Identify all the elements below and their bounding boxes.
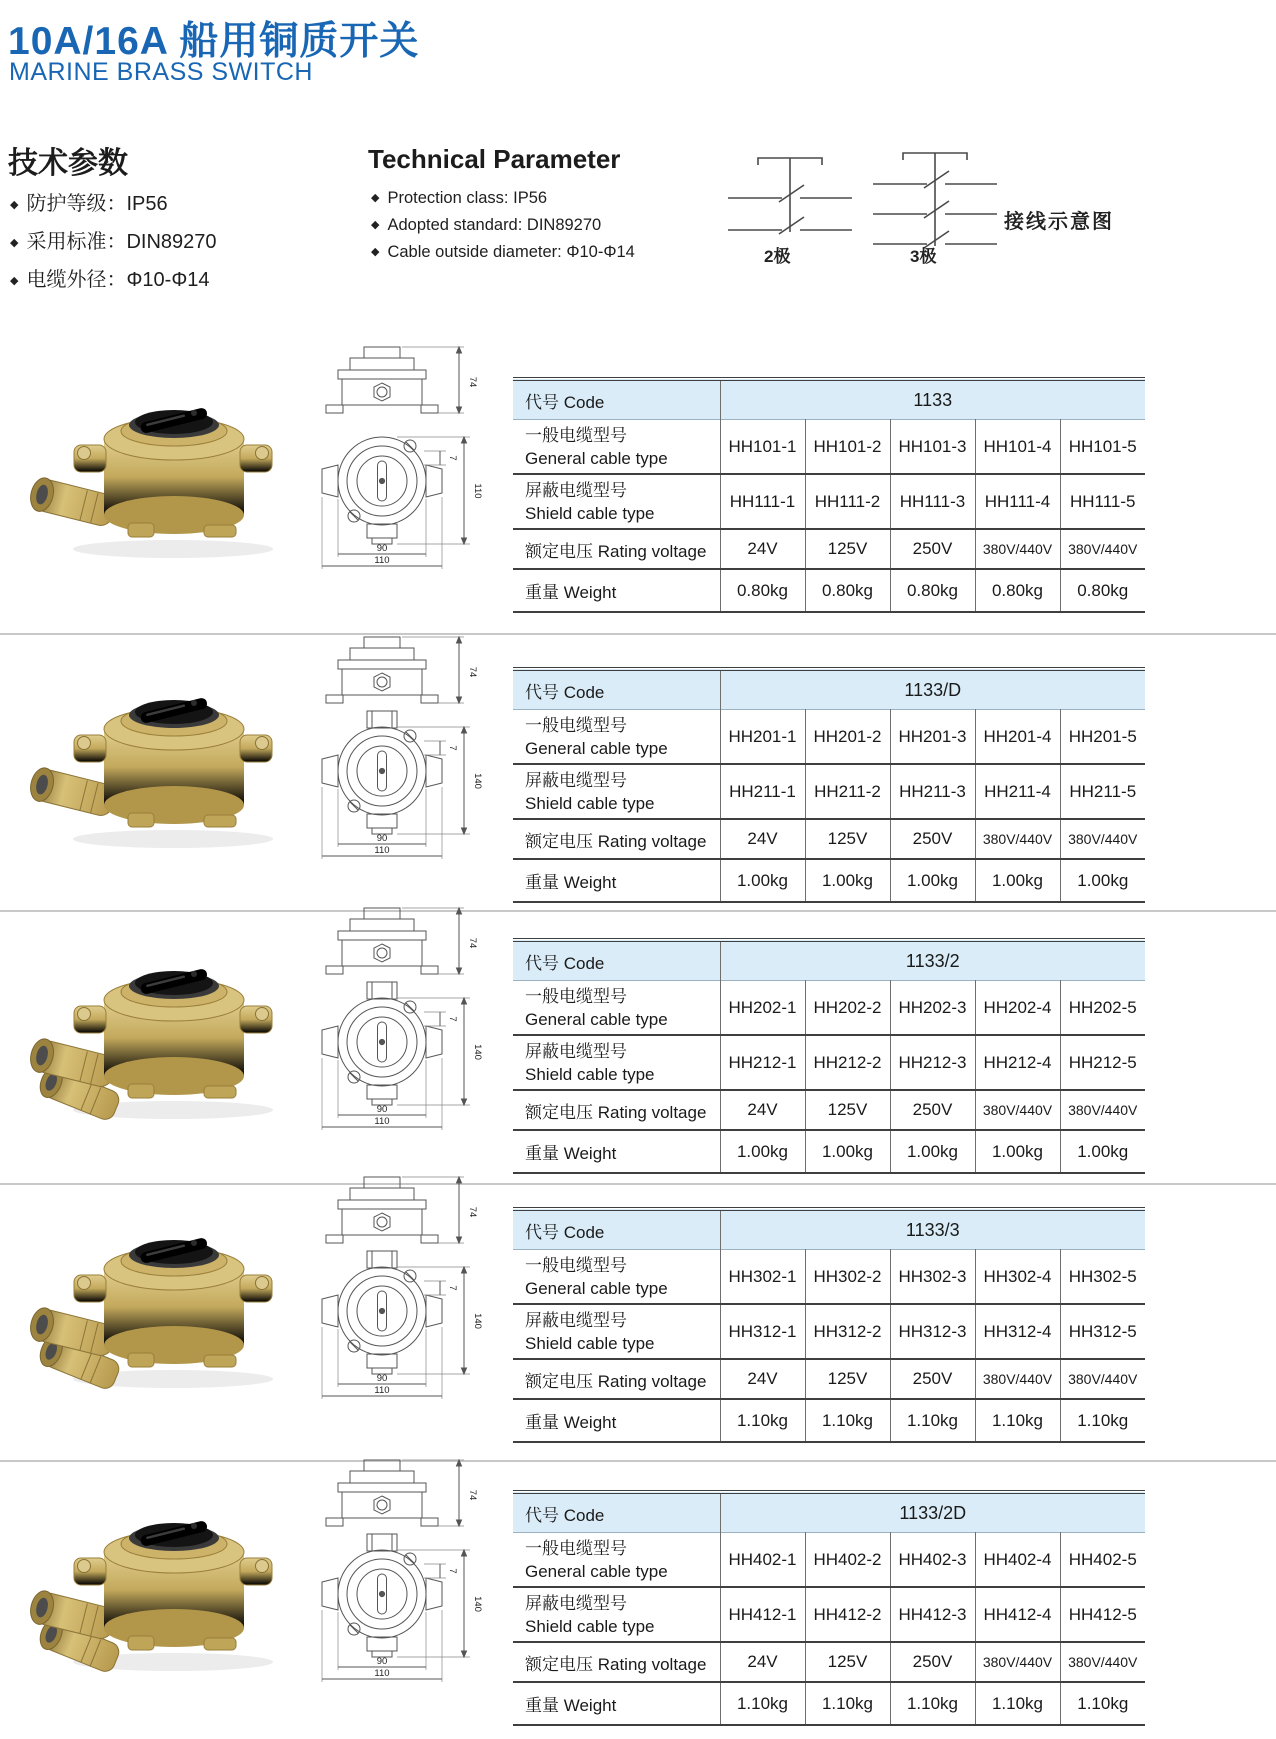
table-row-shield-cable bbox=[513, 1035, 1145, 1090]
weight-value: 1.00kg bbox=[805, 1130, 890, 1173]
voltage-value: 250V bbox=[890, 819, 975, 859]
table-row-rating-voltage bbox=[513, 819, 1145, 859]
label-en: Shield cable type bbox=[525, 1616, 655, 1636]
table-row-weight bbox=[513, 1399, 1145, 1442]
table-row-code bbox=[513, 379, 1145, 420]
label-zh: 屏蔽电缆型号 bbox=[525, 480, 627, 500]
shield-cable-label bbox=[513, 1587, 720, 1642]
spec-table bbox=[513, 377, 1145, 613]
list-item bbox=[371, 239, 635, 266]
voltage-value: 250V bbox=[890, 1359, 975, 1399]
voltage-value: 125V bbox=[805, 819, 890, 859]
general-cable-value: HH402-1 bbox=[720, 1533, 805, 1588]
shield-cable-value: HH211-2 bbox=[805, 764, 890, 819]
svg-text:74: 74 bbox=[467, 666, 478, 678]
weight-value: 1.10kg bbox=[890, 1399, 975, 1442]
tech-params-list-en bbox=[371, 185, 635, 266]
technical-drawing bbox=[300, 1171, 505, 1411]
tech-param-en: Cable outside diameter: Φ10-Φ14 bbox=[387, 243, 635, 261]
table-row-rating-voltage bbox=[513, 1090, 1145, 1130]
code-label: 代号 Code bbox=[525, 392, 605, 412]
label-en: General cable type bbox=[525, 448, 668, 468]
weight-value: 1.10kg bbox=[890, 1682, 975, 1725]
table-row-code bbox=[513, 940, 1145, 981]
product-photo bbox=[28, 1466, 316, 1678]
bullet-diamond-icon: ◆ bbox=[10, 275, 19, 287]
weight-value: 0.80kg bbox=[805, 569, 890, 612]
bullet-diamond-icon: ◆ bbox=[371, 219, 380, 231]
svg-text:7: 7 bbox=[447, 1285, 458, 1291]
general-cable-value: HH201-4 bbox=[975, 710, 1060, 765]
weight-value: 1.00kg bbox=[975, 859, 1060, 902]
list-item bbox=[10, 262, 217, 300]
svg-text:90: 90 bbox=[376, 1373, 388, 1384]
weight-value: 1.00kg bbox=[720, 1130, 805, 1173]
weight-value: 1.10kg bbox=[805, 1399, 890, 1442]
shield-cable-label bbox=[513, 1304, 720, 1359]
voltage-value: 380V/440V bbox=[1060, 529, 1145, 569]
product-photo bbox=[28, 353, 316, 565]
svg-text:110: 110 bbox=[374, 1668, 390, 1679]
table-row-code bbox=[513, 1492, 1145, 1533]
code-value: 1133/3 bbox=[720, 1209, 1145, 1250]
voltage-value: 125V bbox=[805, 1642, 890, 1682]
shield-cable-value: HH312-4 bbox=[975, 1304, 1060, 1359]
wiring-diagram-3pole-icon bbox=[867, 150, 1002, 254]
general-cable-value: HH202-4 bbox=[975, 981, 1060, 1036]
shield-cable-value: HH212-2 bbox=[805, 1035, 890, 1090]
shield-cable-value: HH111-2 bbox=[805, 474, 890, 529]
shield-cable-value: HH111-1 bbox=[720, 474, 805, 529]
voltage-value: 380V/440V bbox=[975, 1359, 1060, 1399]
spec-table bbox=[513, 1207, 1145, 1443]
spec-table bbox=[513, 1490, 1145, 1726]
svg-text:110: 110 bbox=[374, 1385, 390, 1396]
weight-value: 1.00kg bbox=[1060, 1130, 1145, 1173]
code-label: 代号 Code bbox=[525, 682, 605, 702]
table-row-shield-cable bbox=[513, 1304, 1145, 1359]
voltage-value: 380V/440V bbox=[975, 529, 1060, 569]
voltage-value: 380V/440V bbox=[975, 819, 1060, 859]
svg-text:7: 7 bbox=[447, 745, 458, 751]
list-item bbox=[10, 224, 217, 262]
weight-value: 0.80kg bbox=[720, 569, 805, 612]
general-cable-value: HH202-1 bbox=[720, 981, 805, 1036]
list-item bbox=[371, 212, 635, 239]
product-section bbox=[0, 1454, 1276, 1716]
voltage-value: 380V/440V bbox=[975, 1642, 1060, 1682]
weight-value: 0.80kg bbox=[890, 569, 975, 612]
weight-label: 重量 Weight bbox=[525, 1696, 617, 1715]
svg-text:90: 90 bbox=[376, 543, 388, 554]
voltage-value: 24V bbox=[720, 1090, 805, 1130]
label-3pole: 3极 bbox=[910, 247, 937, 266]
weight-value: 1.00kg bbox=[805, 859, 890, 902]
general-cable-value: HH302-4 bbox=[975, 1250, 1060, 1305]
shield-cable-value: HH212-4 bbox=[975, 1035, 1060, 1090]
brass-switch-photo-icon bbox=[28, 353, 316, 565]
voltage-value: 125V bbox=[805, 1359, 890, 1399]
voltage-value: 250V bbox=[890, 529, 975, 569]
table-row-weight bbox=[513, 859, 1145, 902]
bullet-diamond-icon: ◆ bbox=[371, 246, 380, 258]
shield-cable-value: HH111-4 bbox=[975, 474, 1060, 529]
label-zh: 一般电缆型号 bbox=[525, 986, 627, 1006]
voltage-value: 24V bbox=[720, 1359, 805, 1399]
voltage-label: 额定电压 Rating voltage bbox=[525, 541, 707, 561]
general-cable-label bbox=[513, 420, 720, 475]
brass-switch-photo-icon bbox=[28, 1183, 316, 1395]
voltage-value: 125V bbox=[805, 529, 890, 569]
general-cable-value: HH302-2 bbox=[805, 1250, 890, 1305]
product-section bbox=[0, 1171, 1276, 1433]
shield-cable-value: HH312-2 bbox=[805, 1304, 890, 1359]
table-row-general-cable bbox=[513, 1250, 1145, 1305]
table-row-general-cable bbox=[513, 981, 1145, 1036]
label-en: General cable type bbox=[525, 738, 668, 758]
weight-value: 1.10kg bbox=[805, 1682, 890, 1725]
table-row-shield-cable bbox=[513, 1587, 1145, 1642]
code-label: 代号 Code bbox=[525, 953, 605, 973]
table-row-weight bbox=[513, 569, 1145, 612]
shield-cable-value: HH412-3 bbox=[890, 1587, 975, 1642]
technical-drawing bbox=[300, 631, 505, 871]
product-photo bbox=[28, 643, 316, 855]
product-photo bbox=[28, 914, 316, 1126]
shield-cable-label bbox=[513, 474, 720, 529]
label-zh: 屏蔽电缆型号 bbox=[525, 770, 627, 790]
general-cable-label bbox=[513, 1250, 720, 1305]
shield-cable-value: HH111-5 bbox=[1060, 474, 1145, 529]
voltage-value: 380V/440V bbox=[1060, 1642, 1145, 1682]
shield-cable-value: HH412-4 bbox=[975, 1587, 1060, 1642]
general-cable-label bbox=[513, 710, 720, 765]
product-section bbox=[0, 631, 1276, 893]
shield-cable-value: HH211-4 bbox=[975, 764, 1060, 819]
code-value: 1133/2D bbox=[720, 1492, 1145, 1533]
label-zh: 一般电缆型号 bbox=[525, 1538, 627, 1558]
code-value: 1133/D bbox=[720, 669, 1145, 710]
list-item bbox=[10, 186, 217, 224]
svg-text:74: 74 bbox=[467, 937, 478, 949]
table-row-code bbox=[513, 669, 1145, 710]
label-zh: 一般电缆型号 bbox=[525, 715, 627, 735]
general-cable-value: HH202-2 bbox=[805, 981, 890, 1036]
weight-label: 重量 Weight bbox=[525, 1413, 617, 1432]
shield-cable-value: HH312-1 bbox=[720, 1304, 805, 1359]
tech-param-zh: 防护等级：IP56 bbox=[26, 193, 168, 215]
svg-text:140: 140 bbox=[472, 773, 483, 789]
shield-cable-label bbox=[513, 1035, 720, 1090]
brass-switch-photo-icon bbox=[28, 643, 316, 855]
svg-text:90: 90 bbox=[376, 833, 388, 844]
tech-params-heading-en: Technical Parameter bbox=[368, 144, 621, 174]
weight-value: 1.10kg bbox=[1060, 1399, 1145, 1442]
shield-cable-value: HH211-3 bbox=[890, 764, 975, 819]
shield-cable-value: HH111-3 bbox=[890, 474, 975, 529]
svg-text:110: 110 bbox=[374, 845, 390, 856]
shield-cable-value: HH412-2 bbox=[805, 1587, 890, 1642]
shield-cable-value: HH211-5 bbox=[1060, 764, 1145, 819]
svg-text:7: 7 bbox=[447, 1568, 458, 1574]
general-cable-value: HH402-4 bbox=[975, 1533, 1060, 1588]
weight-value: 1.00kg bbox=[720, 859, 805, 902]
label-zh: 屏蔽电缆型号 bbox=[525, 1041, 627, 1061]
voltage-value: 380V/440V bbox=[1060, 1090, 1145, 1130]
label-en: General cable type bbox=[525, 1009, 668, 1029]
label-2pole: 2极 bbox=[764, 247, 791, 266]
general-cable-value: HH101-2 bbox=[805, 420, 890, 475]
voltage-label: 额定电压 Rating voltage bbox=[525, 1654, 707, 1674]
weight-value: 1.00kg bbox=[890, 1130, 975, 1173]
voltage-value: 250V bbox=[890, 1090, 975, 1130]
tech-param-zh: 采用标准：DIN89270 bbox=[26, 231, 217, 253]
voltage-label: 额定电压 Rating voltage bbox=[525, 831, 707, 851]
voltage-label: 额定电压 Rating voltage bbox=[525, 1102, 707, 1122]
label-zh: 一般电缆型号 bbox=[525, 1255, 627, 1275]
shield-cable-value: HH212-5 bbox=[1060, 1035, 1145, 1090]
tech-param-en: Adopted standard: DIN89270 bbox=[387, 216, 602, 234]
general-cable-value: HH202-5 bbox=[1060, 981, 1145, 1036]
table-row-weight bbox=[513, 1682, 1145, 1725]
general-cable-value: HH201-3 bbox=[890, 710, 975, 765]
product-section bbox=[0, 902, 1276, 1164]
technical-drawing bbox=[300, 902, 505, 1142]
tech-params-list-zh bbox=[10, 186, 217, 300]
code-label: 代号 Code bbox=[525, 1505, 605, 1525]
general-cable-value: HH101-4 bbox=[975, 420, 1060, 475]
bullet-diamond-icon: ◆ bbox=[10, 237, 19, 249]
spec-table bbox=[513, 667, 1145, 903]
dimension-drawing-icon bbox=[300, 341, 505, 581]
label-en: Shield cable type bbox=[525, 503, 655, 523]
bullet-diamond-icon: ◆ bbox=[10, 199, 19, 211]
voltage-value: 24V bbox=[720, 819, 805, 859]
svg-text:110: 110 bbox=[472, 483, 483, 499]
label-en: Shield cable type bbox=[525, 1333, 655, 1353]
dimension-drawing-icon bbox=[300, 1454, 505, 1694]
code-value: 1133/2 bbox=[720, 940, 1145, 981]
page-title: 10A/16A 船用铜质开关 bbox=[8, 20, 420, 63]
svg-text:140: 140 bbox=[472, 1596, 483, 1612]
product-photo bbox=[28, 1183, 316, 1395]
svg-text:90: 90 bbox=[376, 1104, 388, 1115]
svg-text:140: 140 bbox=[472, 1044, 483, 1060]
table-row-rating-voltage bbox=[513, 529, 1145, 569]
general-cable-value: HH101-3 bbox=[890, 420, 975, 475]
general-cable-label bbox=[513, 1533, 720, 1588]
voltage-value: 125V bbox=[805, 1090, 890, 1130]
svg-text:74: 74 bbox=[467, 1206, 478, 1218]
wiring-caption: 接线示意图 bbox=[1004, 211, 1114, 233]
svg-text:74: 74 bbox=[467, 376, 478, 388]
svg-text:74: 74 bbox=[467, 1489, 478, 1501]
svg-text:7: 7 bbox=[447, 455, 458, 461]
label-zh: 一般电缆型号 bbox=[525, 425, 627, 445]
voltage-label: 额定电压 Rating voltage bbox=[525, 1371, 707, 1391]
shield-cable-value: HH312-5 bbox=[1060, 1304, 1145, 1359]
general-cable-value: HH302-1 bbox=[720, 1250, 805, 1305]
table-row-weight bbox=[513, 1130, 1145, 1173]
code-value: 1133 bbox=[720, 379, 1145, 420]
table-row-shield-cable bbox=[513, 764, 1145, 819]
shield-cable-label bbox=[513, 764, 720, 819]
weight-value: 1.00kg bbox=[975, 1130, 1060, 1173]
general-cable-value: HH201-5 bbox=[1060, 710, 1145, 765]
weight-label: 重量 Weight bbox=[525, 873, 617, 892]
wiring-schematic bbox=[712, 150, 1182, 270]
weight-value: 1.10kg bbox=[975, 1682, 1060, 1725]
wiring-diagram-2pole-icon bbox=[722, 150, 857, 240]
weight-label: 重量 Weight bbox=[525, 1144, 617, 1163]
svg-text:7: 7 bbox=[447, 1016, 458, 1022]
label-en: General cable type bbox=[525, 1278, 668, 1298]
general-cable-label bbox=[513, 981, 720, 1036]
dimension-drawing-icon bbox=[300, 1171, 505, 1411]
spec-table bbox=[513, 938, 1145, 1174]
svg-text:110: 110 bbox=[374, 1116, 390, 1127]
tech-params-heading-zh: 技术参数 bbox=[8, 147, 128, 180]
tech-param-zh: 电缆外径：Φ10-Φ14 bbox=[26, 269, 210, 291]
voltage-value: 380V/440V bbox=[975, 1090, 1060, 1130]
list-item bbox=[371, 185, 635, 212]
label-zh: 屏蔽电缆型号 bbox=[525, 1310, 627, 1330]
label-en: Shield cable type bbox=[525, 793, 655, 813]
table-row-rating-voltage bbox=[513, 1359, 1145, 1399]
dimension-drawing-icon bbox=[300, 631, 505, 871]
shield-cable-value: HH312-3 bbox=[890, 1304, 975, 1359]
table-row-shield-cable bbox=[513, 474, 1145, 529]
voltage-value: 24V bbox=[720, 1642, 805, 1682]
bullet-diamond-icon: ◆ bbox=[371, 192, 380, 204]
technical-drawing bbox=[300, 341, 505, 581]
table-row-code bbox=[513, 1209, 1145, 1250]
table-row-rating-voltage bbox=[513, 1642, 1145, 1682]
voltage-value: 380V/440V bbox=[1060, 1359, 1145, 1399]
general-cable-value: HH201-2 bbox=[805, 710, 890, 765]
general-cable-value: HH201-1 bbox=[720, 710, 805, 765]
svg-text:140: 140 bbox=[472, 1313, 483, 1329]
technical-drawing bbox=[300, 1454, 505, 1694]
general-cable-value: HH402-5 bbox=[1060, 1533, 1145, 1588]
general-cable-value: HH101-1 bbox=[720, 420, 805, 475]
weight-value: 1.10kg bbox=[1060, 1682, 1145, 1725]
brass-switch-photo-icon bbox=[28, 914, 316, 1126]
code-label: 代号 Code bbox=[525, 1222, 605, 1242]
general-cable-value: HH101-5 bbox=[1060, 420, 1145, 475]
shield-cable-value: HH412-5 bbox=[1060, 1587, 1145, 1642]
weight-value: 1.10kg bbox=[720, 1682, 805, 1725]
table-row-general-cable bbox=[513, 710, 1145, 765]
shield-cable-value: HH212-3 bbox=[890, 1035, 975, 1090]
brass-switch-photo-icon bbox=[28, 1466, 316, 1678]
voltage-value: 250V bbox=[890, 1642, 975, 1682]
general-cable-value: HH402-3 bbox=[890, 1533, 975, 1588]
svg-text:110: 110 bbox=[374, 555, 390, 566]
tech-param-en: Protection class: IP56 bbox=[387, 189, 548, 207]
shield-cable-value: HH412-1 bbox=[720, 1587, 805, 1642]
weight-value: 1.00kg bbox=[890, 859, 975, 902]
voltage-value: 380V/440V bbox=[1060, 819, 1145, 859]
weight-value: 1.10kg bbox=[720, 1399, 805, 1442]
dimension-drawing-icon bbox=[300, 902, 505, 1142]
general-cable-value: HH302-5 bbox=[1060, 1250, 1145, 1305]
voltage-value: 24V bbox=[720, 529, 805, 569]
label-en: Shield cable type bbox=[525, 1064, 655, 1084]
weight-label: 重量 Weight bbox=[525, 583, 617, 602]
label-zh: 屏蔽电缆型号 bbox=[525, 1593, 627, 1613]
weight-value: 1.00kg bbox=[1060, 859, 1145, 902]
table-row-general-cable bbox=[513, 420, 1145, 475]
page-subtitle: MARINE BRASS SWITCH bbox=[9, 58, 313, 86]
shield-cable-value: HH211-1 bbox=[720, 764, 805, 819]
label-en: General cable type bbox=[525, 1561, 668, 1581]
table-row-general-cable bbox=[513, 1533, 1145, 1588]
general-cable-value: HH302-3 bbox=[890, 1250, 975, 1305]
weight-value: 0.80kg bbox=[975, 569, 1060, 612]
shield-cable-value: HH212-1 bbox=[720, 1035, 805, 1090]
weight-value: 0.80kg bbox=[1060, 569, 1145, 612]
weight-value: 1.10kg bbox=[975, 1399, 1060, 1442]
svg-text:90: 90 bbox=[376, 1656, 388, 1667]
product-section bbox=[0, 341, 1276, 603]
general-cable-value: HH402-2 bbox=[805, 1533, 890, 1588]
general-cable-value: HH202-3 bbox=[890, 981, 975, 1036]
